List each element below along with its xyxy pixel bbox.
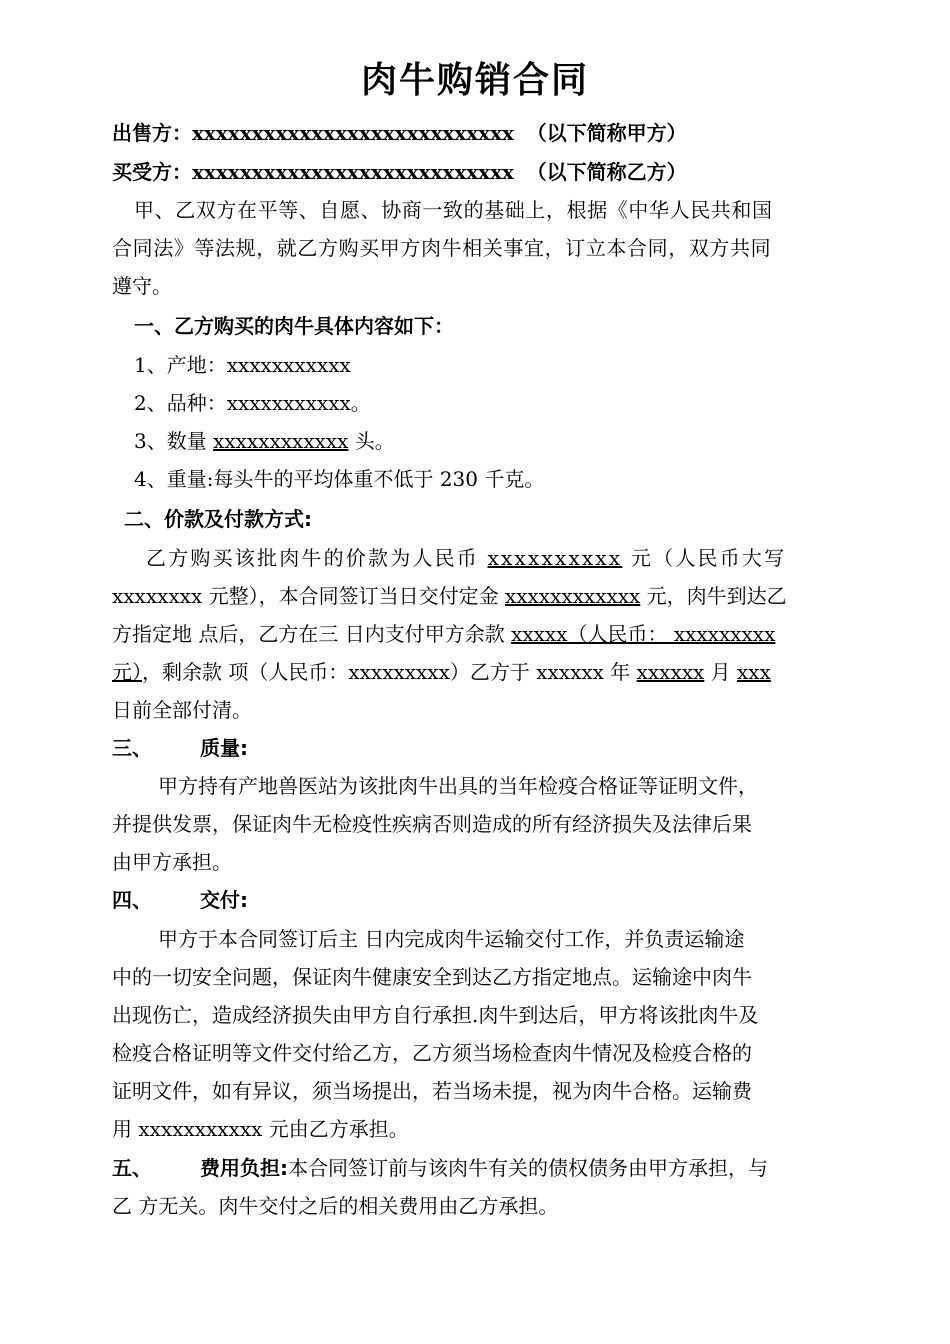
buyer-line [112, 157, 687, 187]
section3-line-3: 由甲方承担。 [112, 850, 232, 874]
intro-line-3: 遵守。 [112, 274, 172, 298]
seller-label: 出售方： [112, 121, 192, 145]
deposit-suffix: 元，肉牛到达乙 [640, 584, 787, 608]
section3-line-1: 甲方持有产地兽医站为该批肉牛出具的当年检疫合格证等证明文件， [158, 774, 758, 798]
section3-heading [112, 733, 248, 763]
price-value: xxxxxxxxxx [487, 546, 623, 570]
remaining-month: xxxxxx [636, 660, 705, 684]
buyer-label: 买受方： [112, 160, 192, 184]
section2-line-5: 日前全部付清。 [112, 698, 252, 722]
buyer-value: xxxxxxxxxxxxxxxxxxxxxxxxxxx [192, 160, 514, 184]
section5-title: 费用负担: [200, 1156, 288, 1180]
section5-text-1: 本合同签订前与该肉牛有关的债权债务由甲方承担，与 [288, 1156, 768, 1180]
section1-item-breed: 2、品种：xxxxxxxxxxx。 [134, 391, 371, 415]
balance-value-end: 元） [112, 660, 142, 684]
document-title: 肉牛购销合同 [360, 60, 589, 101]
section4-line-2: 中的一切安全问题，保证肉牛健康安全到达乙方指定地点。运输途中肉牛 [112, 965, 752, 989]
section1-item-weight: 4、重量:每头牛的平均体重不低于 230 千克。 [134, 467, 545, 491]
section5-number: 五、 [112, 1156, 152, 1180]
remaining-text: ，剩余款 项（人民币：xxxxxxxxx）乙方于 xxxxxx 年 [142, 660, 637, 684]
deposit-prefix: xxxxxxxx 元整），本合同签订当日交付定金 [112, 584, 505, 608]
intro-line-2: 合同法》等法规，就乙方购买甲方肉牛相关事宜，订立本合同，双方共同 [112, 236, 772, 260]
section5-line-2: 乙 方无关。肉牛交付之后的相关费用由乙方承担。 [112, 1194, 559, 1218]
balance-prefix: 方指定地 点后，乙方在三 日内支付甲方余款 [112, 622, 512, 646]
section2-line-1 [146, 543, 786, 573]
section3-title: 质量: [200, 736, 248, 760]
seller-value: xxxxxxxxxxxxxxxxxxxxxxxxxxx [192, 121, 514, 145]
section4-line-1: 甲方于本合同签订后主 日内完成肉牛运输交付工作，并负责运输途 [158, 927, 745, 951]
balance-value: xxxxx（人民币： xxxxxxxxx [511, 622, 776, 646]
section4-title: 交付: [200, 888, 248, 912]
remaining-day: xxx [737, 660, 771, 684]
section4-number: 四、 [112, 888, 152, 912]
section4-line-4: 检疫合格证明等文件交付给乙方，乙方须当场检查肉牛情况及检疫合格的 [112, 1041, 752, 1065]
section4-line-3: 出现伤亡，造成经济损失由甲方自行承担.肉牛到达后，甲方将该批肉牛及 [112, 1003, 759, 1027]
seller-note: （以下简称甲方） [526, 121, 687, 145]
section2-line-2 [112, 581, 787, 611]
section3-number: 三、 [112, 736, 152, 760]
section4-line-5: 证明文件，如有异议，须当场提出，若当场未提，视为肉牛合格。运输费 [112, 1079, 752, 1103]
section1-item-origin: 1、产地：xxxxxxxxxxx [134, 353, 351, 377]
section2-heading: 二、价款及付款方式: [124, 507, 312, 531]
quantity-value: xxxxxxxxxxxx [213, 429, 349, 453]
buyer-note: （以下简称乙方） [526, 160, 687, 184]
month-label: 月 [704, 660, 738, 684]
section4-line-6: 用 xxxxxxxxxxx 元由乙方承担。 [112, 1117, 409, 1141]
section2-line-3 [112, 619, 775, 649]
quantity-prefix: 3、数量 [134, 429, 214, 453]
section2-line-4 [112, 657, 771, 687]
price-prefix: 乙方购买该批肉牛的价款为人民币 [146, 546, 488, 570]
seller-line [112, 118, 687, 148]
price-suffix: 元（人民币大写 [622, 546, 787, 570]
section1-heading: 一、乙方购买的肉牛具体内容如下： [134, 314, 454, 338]
section4-heading [112, 885, 248, 915]
intro-line-1: 甲、乙双方在平等、自愿、协商一致的基础上，根据《中华人民共和国 [134, 198, 773, 222]
section3-line-2: 并提供发票，保证肉牛无检疫性疾病否则造成的所有经济损失及法律后果 [112, 812, 752, 836]
deposit-value: xxxxxxxxxxxx [504, 584, 641, 608]
quantity-suffix: 头。 [348, 429, 395, 453]
section1-item-quantity [134, 426, 395, 456]
section5-line-1 [112, 1153, 768, 1183]
